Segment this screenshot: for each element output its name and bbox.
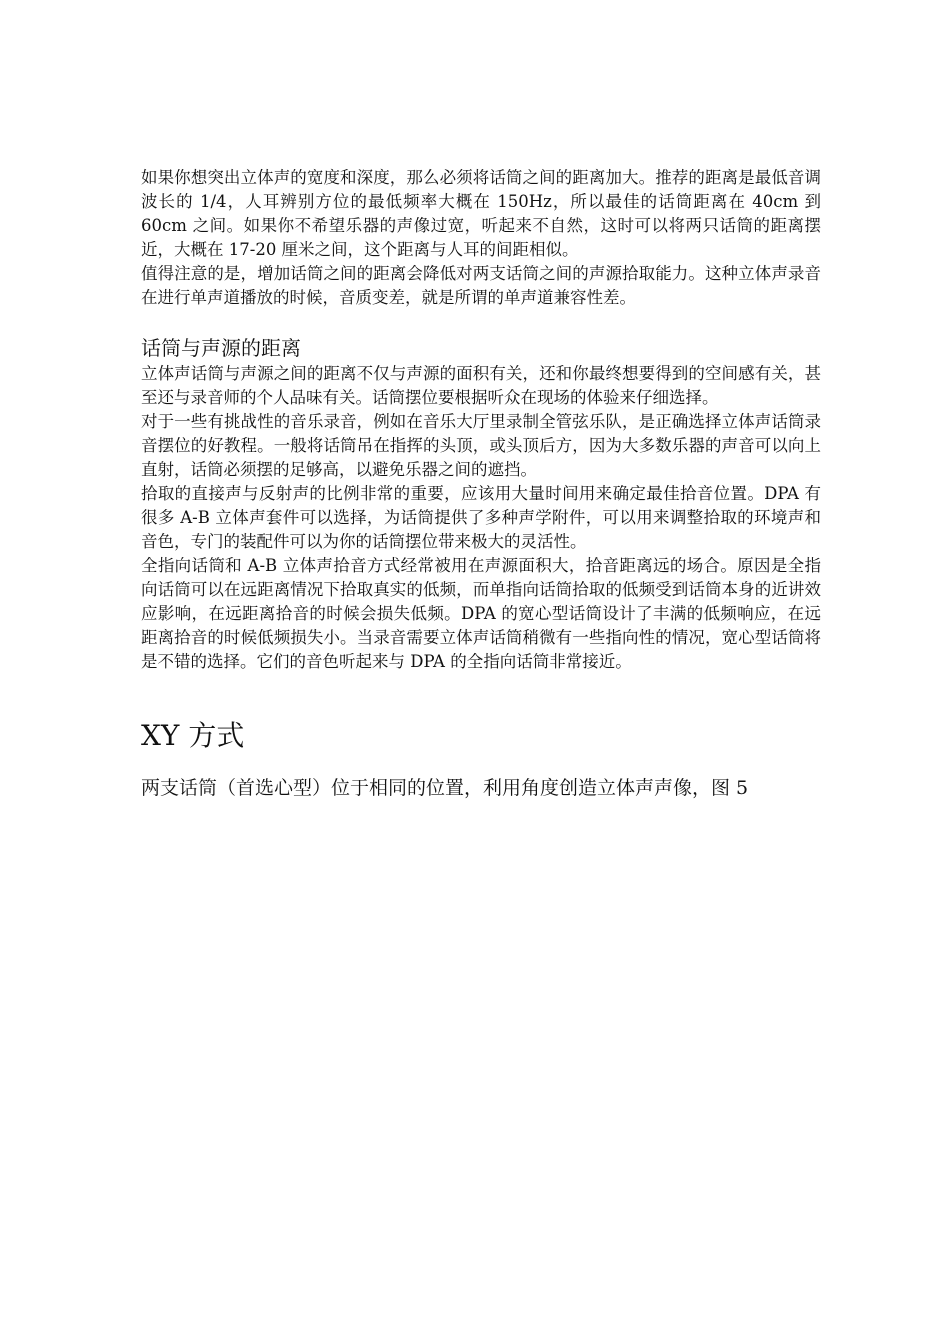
paragraph-orchestra-recording: 对于一些有挑战性的音乐录音，例如在音乐大厅里录制全管弦乐队，是正确选择立体声话筒录音摆位的好教程。一般将话筒吊在指挥的头顶，或头顶后方，因为大多数乐器的声音可以向上直射，话筒必须摆的足够高，以避免乐器之间的遮挡。 (141, 412, 821, 479)
section-heading-xy: XY 方式 (141, 719, 245, 752)
paragraph-mic-spacing: 如果你想突出立体声的宽度和深度，那么必须将话筒之间的距离加大。推荐的距离是最低音调波长的 1/4，人耳辨别方位的最低频率大概在 150Hz，所以最佳的话筒距离在 40cm 到 60cm 之间。如果你不希望乐器的声像过宽，听起来不自然，这时可以将两只话筒的距离摆近，大概在 17-20 厘米之间，这个距离与人耳的间距相似。 (141, 168, 821, 259)
document-page (141, 166, 821, 803)
paragraph-xy-description: 两支话筒（首选心型）位于相同的位置，利用角度创造立体声声像，图 5 (141, 777, 749, 799)
paragraph-omni-ab-usage: 全指向话筒和 A-B 立体声拾音方式经常被用在声源面积大，拾音距离远的场合。原因是全指向话筒可以在远距离情况下拾取真实的低频，而单指向话筒拾取的低频受到话筒本身的近讲效应影响，在远距离拾音的时候会损失低频。DPA 的宽心型话筒设计了丰满的低频响应，在远距离拾音的时候低频损失小。当录音需要立体声话筒稍微有一些指向性的情况，宽心型话筒将是不错的选择。它们的音色听起来与 DPA 的全指向话筒非常接近。 (141, 556, 821, 671)
paragraph-distance-factors: 立体声话筒与声源之间的距离不仅与声源的面积有关，还和你最终想要得到的空间感有关，甚至还与录音师的个人品味有关。话筒摆位要根据听众在现场的体验来仔细选择。 (141, 364, 821, 407)
paragraph-mono-compatibility: 值得注意的是，增加话筒之间的距离会降低对两支话筒之间的声源拾取能力。这种立体声录音在进行单声道播放的时候，音质变差，就是所谓的单声道兼容性差。 (141, 264, 821, 307)
paragraph-direct-reflected-ratio: 拾取的直接声与反射声的比例非常的重要，应该用大量时间用来确定最佳拾音位置。DPA 有很多 A-B 立体声套件可以选择，为话筒提供了多种声学附件，可以用来调整拾取的环境声和音色，专门的装配件可以为你的话筒摆位带来极大的灵活性。 (141, 484, 821, 551)
subheading-mic-source-distance: 话筒与声源的距离 (141, 336, 301, 360)
